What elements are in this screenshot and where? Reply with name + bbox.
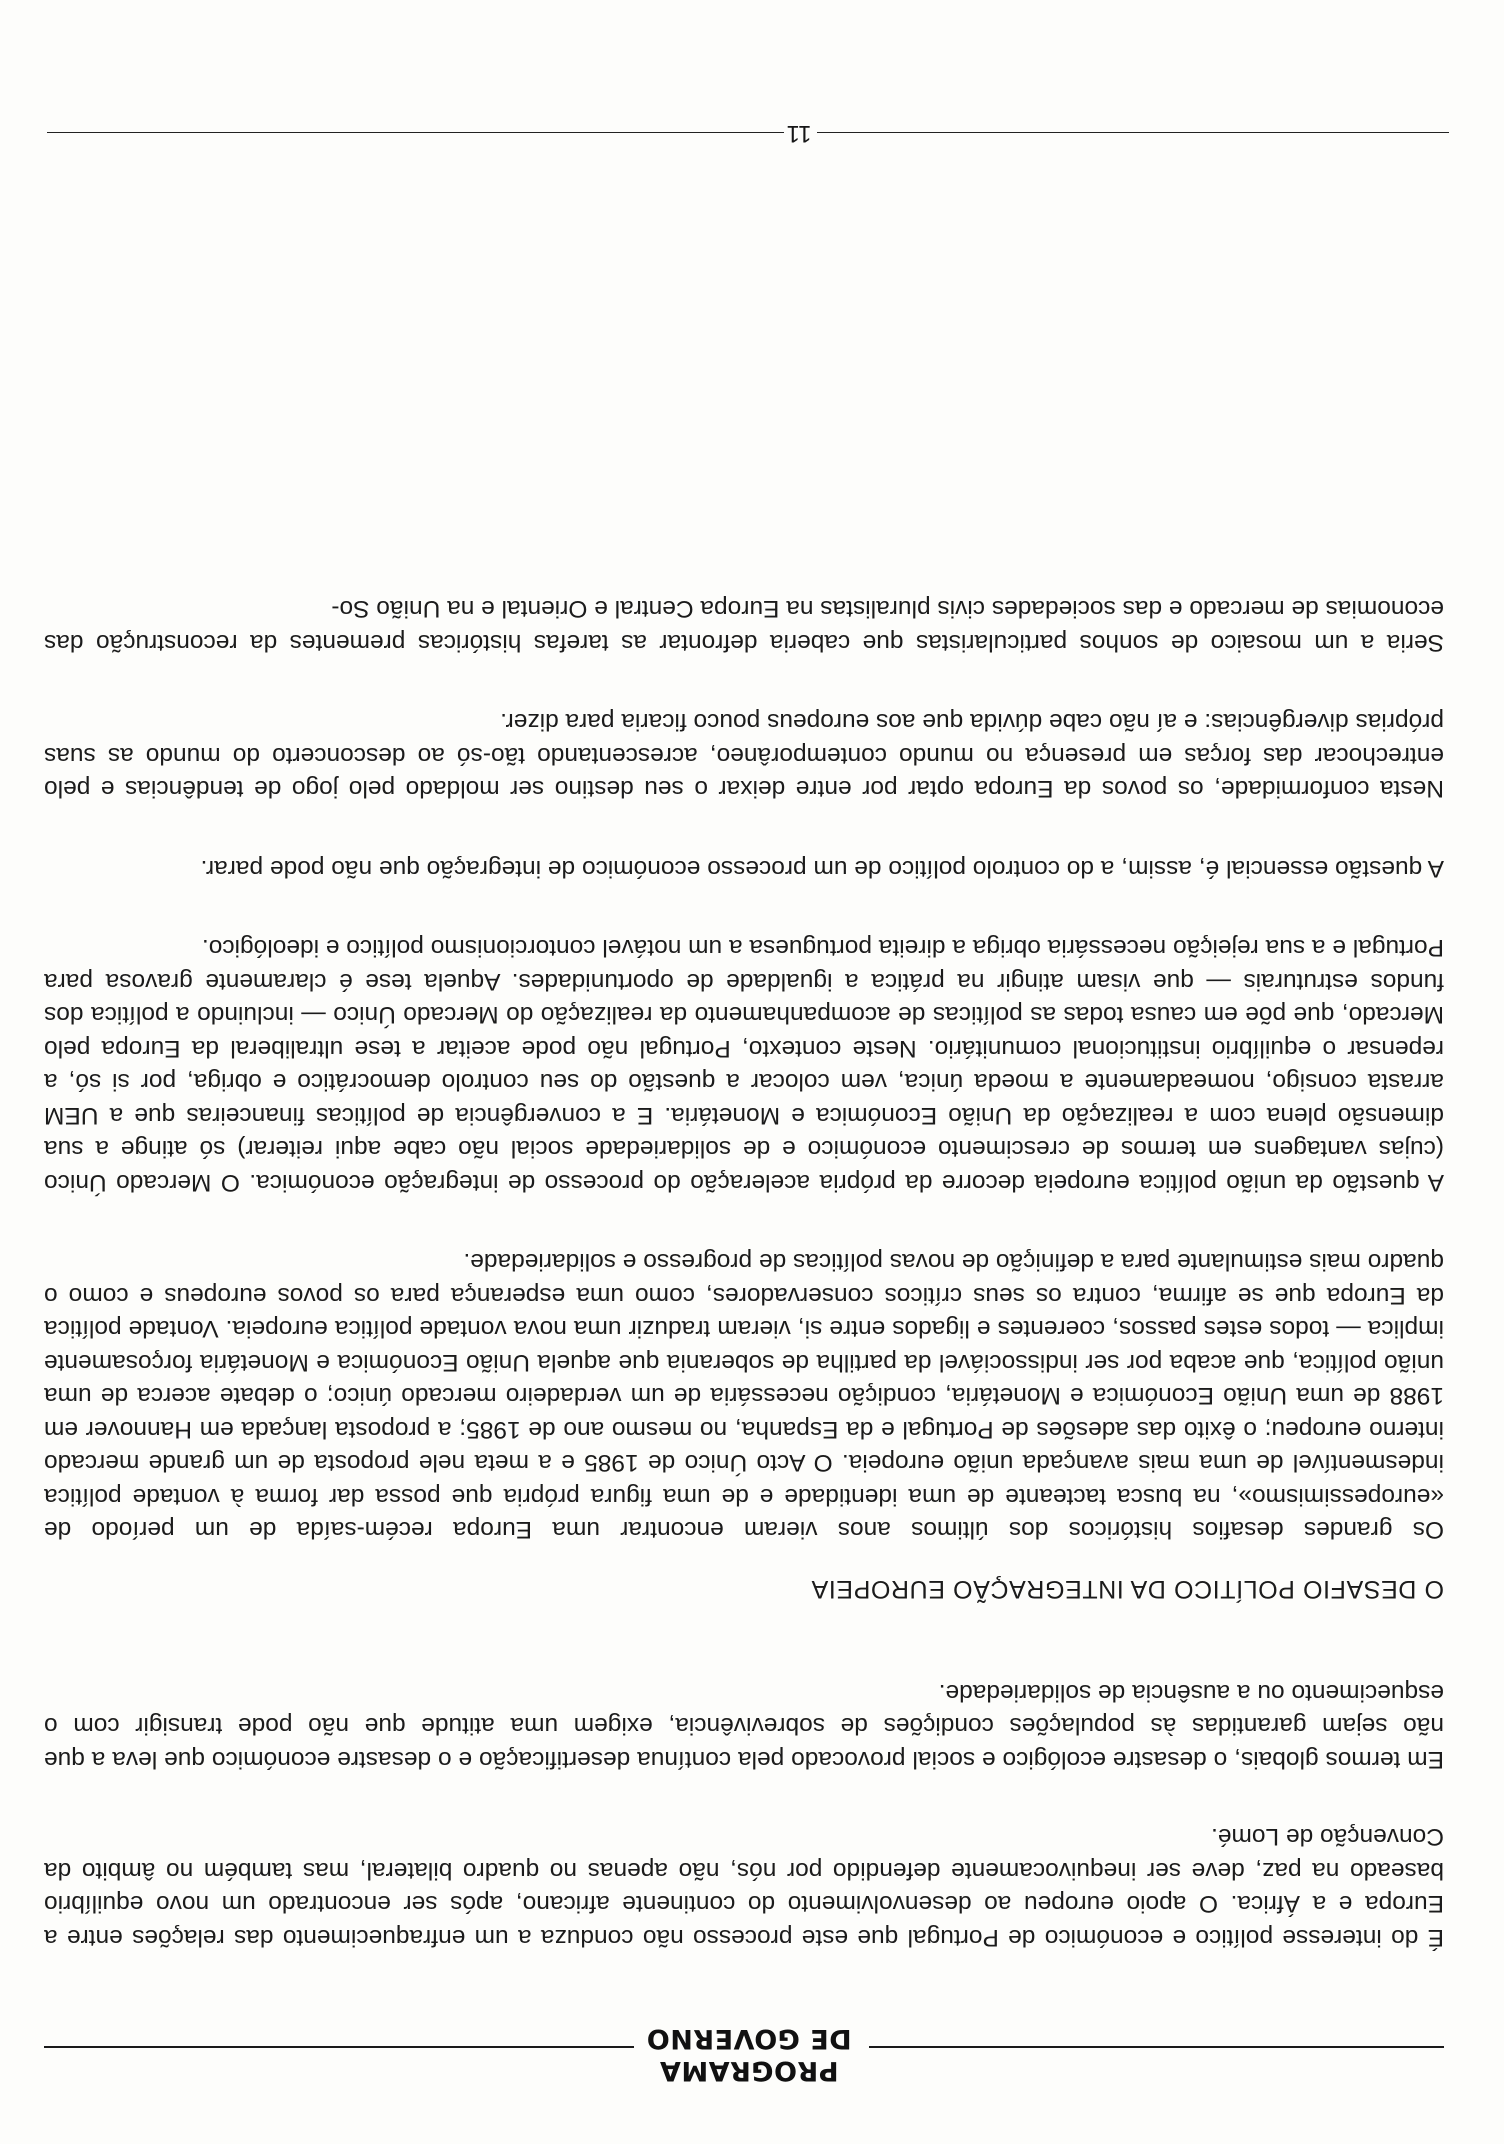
paragraph-conformity: Nesta conformidade, os povos da Europa optar por entre deixar o seu destino ser moldado pelo jogo de tendências e pelo entrechocar das forças em presença no mundo contemporâneo, acrescentando tão-só ao desconcerto do mundo as suas próprias divergências: e aí não cabe dúvida que aos europeus pouco ficaria para dizer. <box>44 708 1444 803</box>
paragraph-political-union: A questão da união política europeia decorre da própria aceleração do processo de integração económica. O Mercado Único (cujas vantagens em termos de crescimento económico e de solidariedade social não cabe aqui reiterar) só atinge a sua dimensão plena com a realização da União Económica e Monetária. E a convergência de políticas financeiras que a UEM arrasta consigo, nomeadamente a moeda única, vem colocar a questão do seu controlo democrático e obriga, por si só, a repensar o equilíbrio institucional comunitário. Neste contexto, Portugal não pode aceitar a tese ultraliberal da Europa pelo Mercado, que põe em causa todas as políticas de acompanhamento da realização do Mercado Único — incluindo a política dos fundos estruturais — que visam atingir na prática a igualdade de oportunidades. Aquela tese é claramente gravosa para Portugal e a sua rejeição necessária obriga a direita portuguesa a um notável contorcionismo político e ideológico. <box>44 934 1444 1196</box>
paragraph-historical-challenges: Os grandes desafios históricos dos últimos anos vieram encontrar uma Europa recém-saída de um período de «europessimismo», na busca tacteante de uma identidade e de uma figura própria que possa dar forma à vontade política indesmentível de uma mais avançada união europeia. O Acto Único de 1985 e a meta nele proposta de um grande mercado interno europeu; o êxito das adesões de Portugal e da Espanha, no mesmo ano de 1985; a proposta lançada em Hannover em 1988 de uma União Económica e Monetária, condição necessária de um verdadeiro mercado único; o debate acerca de uma união política, que acaba por ser indissociável da partilha de soberania que aquela União Económica e Monetária forçosamente implica — todos estes passos, coerentes e ligados entre si, vieram traduzir uma nova vontade política europeia. Vontade política da Europa que se afirma, contra os seus críticos conservadores, como uma esperança para os povos europeus e como o quadro mais estimulante para a definição de novas políticas de progresso e solidariedade. <box>44 1248 1444 1544</box>
footer-rule-left <box>817 132 1449 133</box>
paragraph-global-terms: Em termos globais, o desastre ecológico e social provocado pela contínua desertificação e o desastre económico que leva a que não sejam garantidas às populações condições de sobrevivência, exigem uma atitude que não pode transigir com o esquecimento ou a ausência de solidariedade. <box>44 1679 1444 1773</box>
masthead-title-line1: PROGRAMA <box>659 2055 839 2086</box>
masthead-title-line2: DE GOVERNO <box>646 2023 852 2054</box>
paragraph-mosaic: Seria a um mosaico de sonhos particularistas que caberia defrontar as tarefas históricas prementes da reconstrução das economias de mercado e das sociedades civis pluralistas na Europa Central e Oriental e na União So- <box>44 595 1444 656</box>
footer-rule-right <box>47 132 784 133</box>
page-footer <box>0 112 1504 152</box>
masthead-rule-right <box>44 2046 634 2048</box>
page-number: 11 <box>786 120 812 147</box>
masthead <box>0 2006 1504 2086</box>
section-heading: O DESAFIO POLÍTICO DA INTEGRAÇÃO EUROPEIA <box>810 1575 1444 1604</box>
masthead-rule-left <box>869 2046 1444 2048</box>
paragraph-africa: É do interesse político e económico de Portugal que este processo não conduza a um enfraquecimento das relações entre a Europa e a África. O apoio europeu ao desenvolvimento do continente africano, após ser encontrado um novo equilíbrio baseado na paz, deve ser inequivocamente defendido por nós, não apenas no quadro bilateral, mas também no âmbito da Convenção de Lomé. <box>44 1823 1444 1951</box>
paragraph-essential-question: A questão essencial é, assim, a do controlo político de um processo económico de integração que não pode parar. <box>200 855 1444 882</box>
body-text <box>44 546 1444 1954</box>
masthead-title <box>644 2022 854 2086</box>
